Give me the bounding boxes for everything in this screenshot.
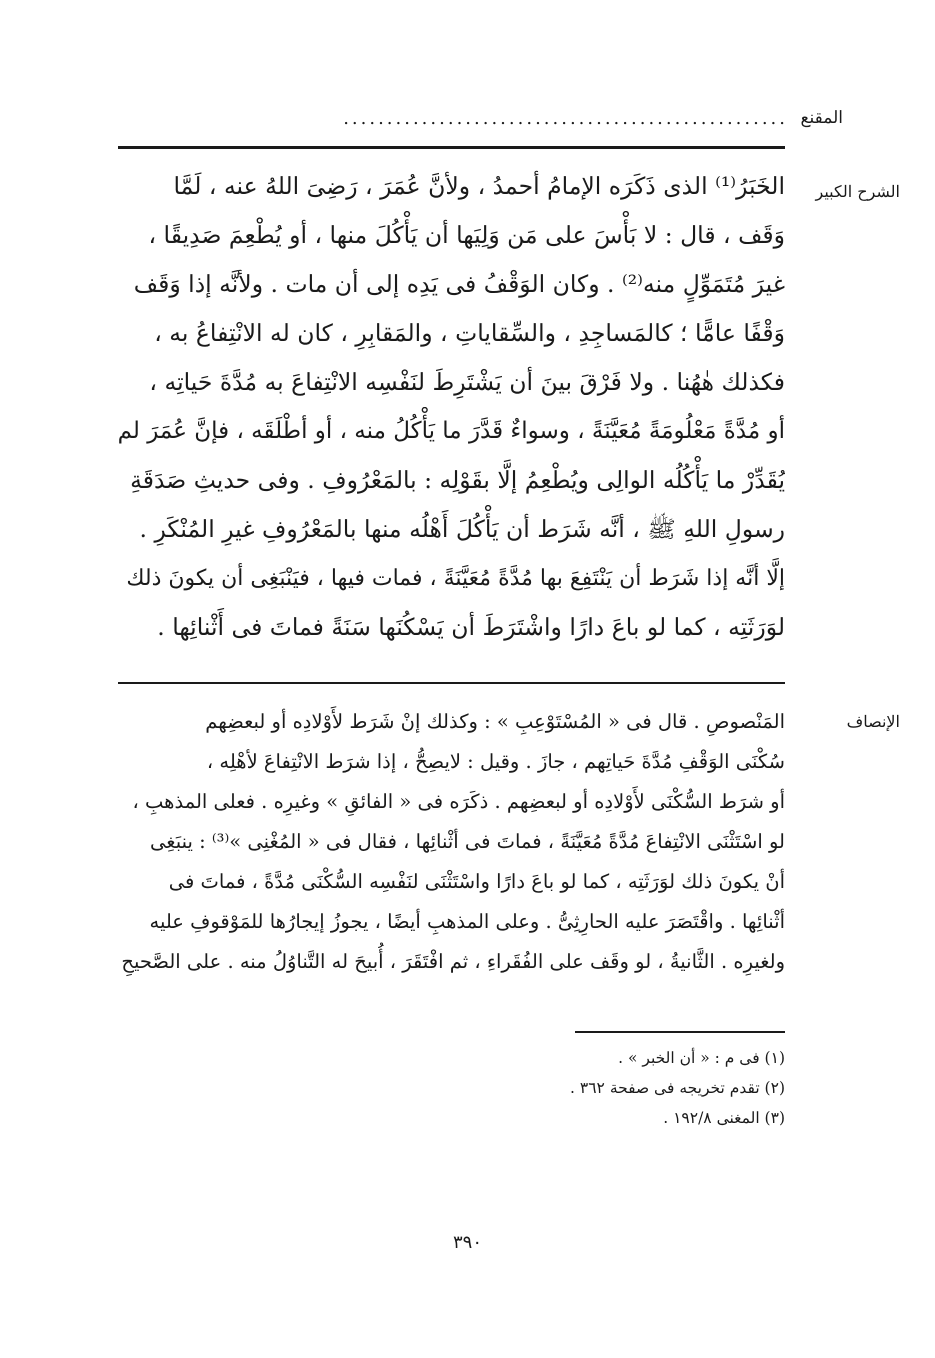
footnote-item: (٢) تقدم تخريجه فى صفحة ٣٦٢ . xyxy=(570,1079,785,1097)
footnote-item: (٣) المغنى ١٩٢/٨ . xyxy=(663,1109,785,1127)
insaf-text-block xyxy=(118,702,785,982)
insaf-section-label: الإنصاف xyxy=(846,712,900,731)
header-rule xyxy=(118,146,785,149)
insaf-line: المَنْصوصِ . قال فى « المُسْتَوْعِبِ » : وكذلك إنْ شَرَط لأَوْلادِه أو لبعضِهم xyxy=(205,710,785,733)
sharh-line: إلَّا أنَّه إذا شَرَط أن يَنْتَفِعَ بها مُدَّةً مُعَيَّنَةً ، فمات فيها ، فيَنْبَغِى أن يكونَ ذلك xyxy=(126,566,785,591)
header-dotted-leader: ................................................... xyxy=(343,108,788,129)
insaf-line: سُكْنَى الوَقْفِ مُدَّةَ حَياتِهم ، جازَ . وقيل : لايصِحُّ ، إذا شرَط الانْتِفاعَ لأهْلِه ، xyxy=(206,750,785,773)
insaf-line: ولغيرِه . الثَّانيةُ ، لو وقَف على الفُقَراءِ ، ثم افْتَقَرَ ، أُبيحَ له التَّناوُلُ منه . على الصَّحيحِ xyxy=(121,950,785,973)
sharh-line: الخَبَرُ⁽¹⁾ الذى ذَكَرَه الإمامُ أحمدُ ، ولأنَّ عُمَرَ ، رَضِىَ اللهُ عنه ، لَمَّا xyxy=(173,172,785,200)
insaf-line: أثْنائِها . واقْتَصَرَ عليه الحارِثِىُّ . وعلى المذهبِ أيضًا ، يجوزُ إيجارُها للمَوْقوفِ عليه xyxy=(149,910,785,933)
section-divider xyxy=(118,682,785,684)
insaf-line: لو اسْتَثْنَى الانْتِفاعَ مُدَّةً مُعَيَّنَةً ، فماتَ فى أثْنائِها ، فقال فى « المُغْنِى »⁽³⁾ : ينبَغِى xyxy=(150,830,785,853)
sharh-text-block xyxy=(118,162,785,652)
footnote-item: (١) فى م : « أن الخبر » . xyxy=(618,1049,785,1067)
sharh-line: وَقْفًا عامًّا ؛ كالمَساجِدِ ، والسِّقاياتِ ، والمَقابِرِ ، كان له الانْتِفاعُ به ، xyxy=(154,319,785,347)
sharh-line: لوَرَثَتِه ، كما لو باعَ دارًا واشْتَرَطَ أن يَسْكُنَها سَنَةً فماتَ فى أَثْنائِها . xyxy=(157,613,785,641)
sharh-section-label: الشرح الكبير xyxy=(815,182,900,201)
insaf-line: أو شرَط السُّكْنَى لأَوْلادِه أو لبعضِهم . ذكَرَه فى « الفائقِ » وغيرِه . فعلى المذهبِ ، xyxy=(132,790,785,813)
insaf-line: أنْ يكونَ ذلك لوَرَثَتِه ، كما لو باعَ دارًا واسْتَثْنَى لنَفْسِه السُّكْنَى مُدَّةً ، فماتَ فى xyxy=(168,870,785,893)
footnotes xyxy=(385,1043,785,1133)
sharh-line: فكذلك هٰهُنا . ولا فَرْقَ بينَ أن يَشْتَرِطَ لنَفْسِه الانْتِفاعَ به مُدَّةَ حَياتِه ، xyxy=(149,368,785,396)
sharh-line: يُقَدِّرْ ما يَأْكُلُه الوالِى ويُطْعِمُ إلَّا بقَوْلِه : بالمَعْرُوفِ . وفى حديثِ صَدَقَةِ xyxy=(130,466,785,494)
page-number: ٣٩٠ xyxy=(452,1232,482,1253)
sharh-line: أو مُدَّةً مَعْلُومَةً مُعَيَّنَةً ، وسواءٌ قَدَّرَ ما يَأْكُلُ منه ، أو أطْلَقَه ، فإنَّ عُمَرَ لم xyxy=(118,418,785,444)
sharh-line: رسولِ اللهِ ﷺ ، أنَّه شَرَط أن يَأْكُلَ أَهْلُه منها بالمَعْرُوفِ غيرِ المُنْكَرِ . xyxy=(139,515,785,543)
header-title: المقنع xyxy=(800,108,843,128)
sharh-line: وَقَف ، قال : لا بَأْسَ على مَن وَلِيَها أن يَأْكُلَ منها ، أو يُطْعِمَ صَدِيقًا ، xyxy=(148,221,785,249)
footnote-rule xyxy=(575,1031,785,1033)
sharh-line: غيرَ مُتَمَوِّلٍ منه⁽²⁾ . وكان الوَقْفُ فى يَدِه إلى أن مات . ولأنَّه إذا وَقَف xyxy=(133,270,785,298)
